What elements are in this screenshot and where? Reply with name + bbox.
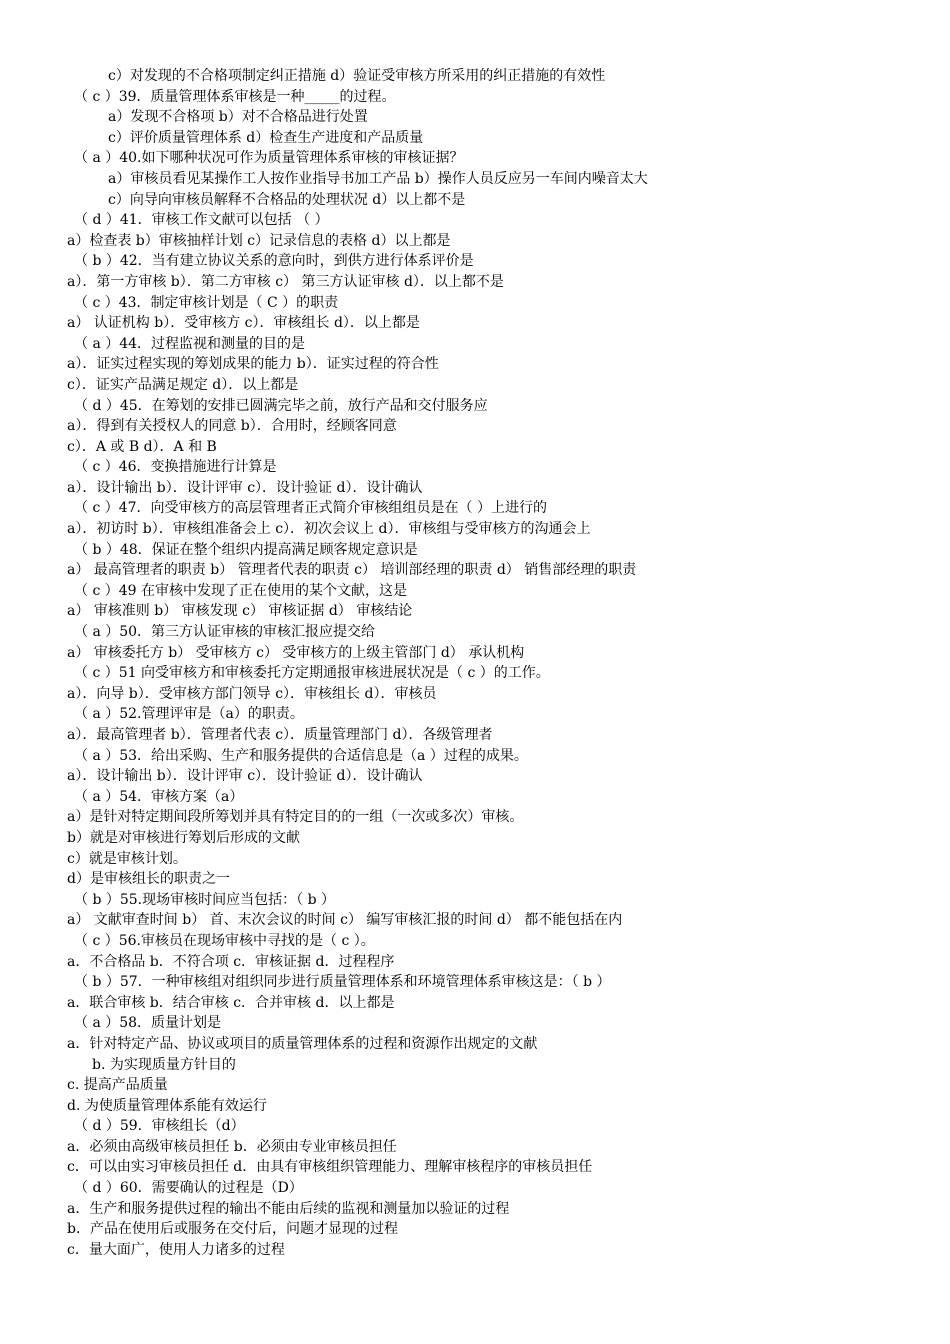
text-line: （ d ）45．在筹划的安排已圆满完毕之前，放行产品和交付服务应 — [74, 397, 488, 414]
text-line: a） 文献审查时间 b） 首、末次会议的时间 c） 编写审核汇报的时间 d） 都不能包括在内 — [67, 912, 623, 929]
text-line: （ a ）50．第三方认证审核的审核汇报应提交给 — [74, 624, 376, 641]
text-line: （ d ）59．审核组长（d） — [74, 1118, 245, 1135]
text-line: a）检查表 b）审核抽样计划 c）记录信息的表格 d）以上都是 — [67, 232, 451, 249]
text-line: a）．向导 b）．受审核方部门领导 c）．审核组长 d）．审核员 — [67, 685, 437, 702]
text-line: d）是审核组长的职责之一 — [67, 871, 230, 888]
text-line: （ c ）47．向受审核方的高层管理者正式简介审核组组员是在（ ）上进行的 — [74, 500, 548, 517]
text-line: a） 审核委托方 b） 受审核方 c） 受审核方的上级主管部门 d） 承认机构 — [67, 644, 525, 661]
text-line: d. 为使质量管理体系能有效运行 — [67, 1097, 267, 1114]
text-line: a．不合格品 b．不符合项 c．审核证据 d．过程程序 — [67, 953, 395, 970]
text-line: c）就是审核计划。 — [67, 850, 187, 867]
text-line: （ b ）57．一种审核组对组织同步进行质量管理体系和环境管理体系审核这是：（ b ） — [74, 974, 611, 991]
text-line: a）．初访时 b）．审核组准备会上 c）．初次会议上 d）．审核组与受审核方的沟通会上 — [67, 521, 591, 538]
text-line: a） 认证机构 b）．受审核方 c）．审核组长 d）．以上都是 — [67, 315, 420, 332]
text-line: （ a ）52.管理评审是（a）的职责。 — [74, 706, 304, 723]
text-line: （ c ）43．制定审核计划是（ C ）的职责 — [74, 294, 339, 311]
text-line: a）．最高管理者 b）．管理者代表 c）．质量管理部门 d）．各级管理者 — [67, 727, 493, 743]
text-line: a．联合审核 b．结合审核 c．合并审核 d．以上都是 — [67, 994, 395, 1011]
text-line: （ b ）55.现场审核时间应当包括：（ b ） — [74, 891, 335, 908]
text-line: （ b ）48．保证在整个组织内提高满足顾客规定意识是 — [74, 541, 418, 558]
text-line: b．产品在使用后或服务在交付后，问题才显现的过程 — [67, 1221, 398, 1238]
text-line: （ a ）58．质量计划是 — [74, 1015, 222, 1032]
text-line: a．针对特定产品、协议或项目的质量管理体系的过程和资源作出规定的文献 — [67, 1035, 538, 1052]
text-line: （ a ）44．过程监视和测量的目的是 — [74, 335, 306, 352]
text-line: a．生产和服务提供过程的输出不能由后续的监视和测量加以验证的过程 — [67, 1200, 510, 1217]
text-line: （ c ）39．质量管理体系审核是一种_____的过程。 — [74, 88, 396, 105]
text-line: a）审核员看见某操作工人按作业指导书加工产品 b）操作人员反应另一车间内噪音太大 — [108, 170, 648, 187]
text-line: （ a ）40.如下哪种状况可作为质量管理体系审核的审核证据？ — [74, 150, 464, 167]
text-line: a）发现不合格项 b）对不合格品进行处置 — [108, 109, 368, 126]
text-line: c）向导向审核员解释不合格品的处理状况 d）以上都不是 — [108, 191, 466, 208]
text-line: a）．证实过程实现的筹划成果的能力 b）．证实过程的符合性 — [67, 356, 439, 373]
text-line: a）是针对特定期间段所筹划并具有特定目的的一组（一次或多次）审核。 — [67, 809, 524, 826]
text-line: （ c ）49 在审核中发现了正在使用的某个文献，这是 — [74, 582, 408, 599]
text-line: c. 提高产品质量 — [67, 1077, 168, 1094]
text-line: a）．第一方审核 b）．第二方审核 c） 第三方认证审核 d）．以上都不是 — [67, 273, 504, 290]
text-line: （ b ）42．当有建立协议关系的意向时，到供方进行体系评价是 — [74, 253, 474, 270]
text-line: a）．设计输出 b）．设计评审 c）．设计验证 d）．设计确认 — [67, 479, 423, 496]
text-line: （ a ）54．审核方案（a） — [74, 788, 244, 805]
text-line: （ d ）60．需要确认的过程是（D） — [74, 1180, 303, 1197]
text-line: （ a ）53．给出采购、生产和服务提供的合适信息是（a ）过程的成果。 — [74, 747, 528, 764]
text-line: （ d ）41．审核工作文献可以包括 （ ） — [74, 212, 329, 229]
text-line: a） 审核准则 b） 审核发现 c） 审核证据 d） 审核结论 — [67, 603, 413, 620]
text-line: c）对发现的不合格项制定纠正措施 d）验证受审核方所采用的纠正措施的有效性 — [108, 68, 606, 84]
text-line: c）评价质量管理体系 d）检查生产进度和产品质量 — [108, 129, 424, 146]
text-line: c．可以由实习审核员担任 d．由具有审核组织管理能力、理解审核程序的审核员担任 — [67, 1159, 593, 1176]
text-line: c）．A 或 B d）．A 和 B — [67, 438, 217, 455]
text-line: c．量大面广，使用人力诸多的过程 — [67, 1241, 285, 1258]
text-line: b. 为实现质量方针目的 — [92, 1056, 236, 1073]
text-line: （ c ）51 向受审核方和审核委托方定期通报审核进展状况是（ c ）的工作。 — [74, 665, 550, 682]
text-line: a．必须由高级审核员担任 b．必须由专业审核员担任 — [67, 1138, 397, 1155]
text-line: a）．设计输出 b）．设计评审 c）．设计验证 d）．设计确认 — [67, 768, 423, 785]
document-page — [0, 66, 950, 1260]
text-line: c）．证实产品满足规定 d）．以上都是 — [67, 376, 299, 393]
text-line: b）就是对审核进行筹划后形成的文献 — [67, 829, 300, 846]
text-line: （ c ）46．变换措施进行计算是 — [74, 459, 277, 476]
text-line: a）．得到有关授权人的同意 b）．合用时，经顾客同意 — [67, 418, 397, 435]
text-line: （ c ）56.审核员在现场审核中寻找的是（ c ）。 — [74, 932, 375, 949]
text-line: a） 最高管理者的职责 b） 管理者代表的职责 c） 培训部经理的职责 d） 销售部经理的职责 — [67, 562, 637, 579]
